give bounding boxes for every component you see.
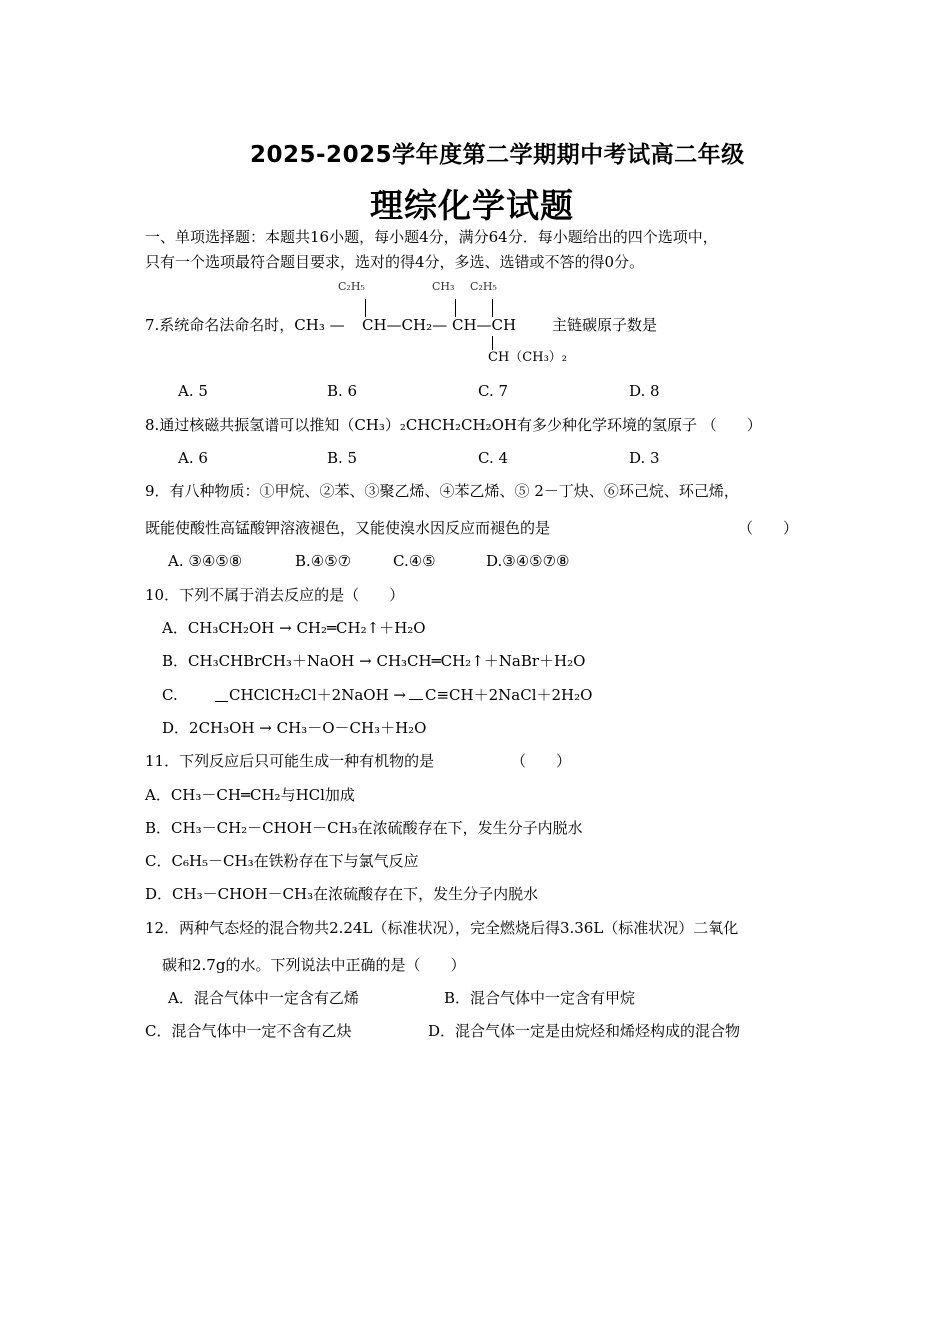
- q7-option-b: B. 6: [327, 382, 358, 400]
- section-instructions-line2: 只有一个选项最符合题目要求，选对的得4分，多选、选错或不答的得0分。: [145, 253, 645, 271]
- q10-option-c-label: C.: [162, 686, 178, 704]
- q9-stem-line1: 9．有八种物质：①甲烷、②苯、③聚乙烯、④苯乙烯、⑤ 2－丁炔、⑥环己烷、环己烯，: [145, 482, 739, 500]
- exam-header-title: 2025-2025学年度第二学期期中考试高二年级: [250, 142, 745, 168]
- q10-option-a: A．CH₃CH₂OH → CH₂═CH₂↑＋H₂O: [162, 619, 426, 637]
- q10-c-bond-left: [215, 701, 228, 702]
- q7-chain-part1: CH—CH₂—: [362, 316, 448, 334]
- q10-stem: 10．下列不属于消去反应的是（ ）: [145, 586, 405, 604]
- q9-option-a: A. ③④⑤⑧: [168, 552, 243, 570]
- q7-substituent-ch3: CH₃: [432, 280, 455, 293]
- q9-answer-bracket: （ ）: [738, 519, 799, 537]
- q7-substituent-c2h5-a: C₂H₅: [338, 280, 365, 293]
- q10-option-d: D．2CH₃OH → CH₃－O－CH₃＋H₂O: [162, 719, 427, 737]
- q11-option-d: D．CH₃－CHOH－CH₃在浓硫酸存在下，发生分子内脱水: [145, 885, 539, 903]
- q10-option-b: B．CH₃CHBrCH₃＋NaOH → CH₃CH═CH₂↑＋NaBr＋H₂O: [162, 652, 586, 670]
- section-instructions-line1: 一、单项选择题：本题共16小题，每小题4分，满分64分．每小题给出的四个选项中，: [145, 228, 718, 246]
- q7-branch: CH（CH₃）₂: [488, 350, 567, 365]
- q12-option-c: C．混合气体中一定不含有乙炔: [145, 1022, 352, 1040]
- q12-option-d: D．混合气体一定是由烷烃和烯烃构成的混合物: [428, 1022, 741, 1040]
- q11-option-c: C．C₆H₅－CH₃在铁粉存在下与氯气反应: [145, 852, 419, 870]
- q11-answer-bracket: （ ）: [511, 752, 572, 770]
- q10-option-c-body: CHClCH₂Cl＋2NaOH →: [229, 686, 407, 704]
- q12-stem-line1: 12．两种气态烃的混合物共2.24L（标准状况），完全燃烧后得3.36L（标准状况）二氧化: [145, 919, 739, 937]
- q8-option-b: B. 5: [327, 449, 358, 467]
- q12-stem-line2: 碳和2.7g的水。下列说法中正确的是（ ）: [162, 956, 466, 974]
- q12-option-b: B．混合气体中一定含有甲烷: [444, 989, 636, 1007]
- q7-substituent-c2h5-b: C₂H₅: [470, 280, 497, 293]
- q7-stem-prefix: 7.系统命名法命名时，CH₃ —: [145, 316, 345, 334]
- q9-option-c: C.④⑤: [393, 552, 436, 570]
- q7-option-a: A. 5: [178, 382, 208, 400]
- exam-subject-title: 理综化学试题: [370, 186, 574, 225]
- q10-option-c-product: C≡CH＋2NaCl＋2H₂O: [425, 686, 593, 704]
- q7-option-d: D. 8: [629, 382, 660, 400]
- q11-stem: 11．下列反应后只可能生成一种有机物的是: [145, 752, 435, 770]
- q8-option-d: D. 3: [629, 449, 660, 467]
- q9-option-d: D.③④⑤⑦⑧: [486, 552, 570, 570]
- q10-c-bond-right: [409, 699, 423, 700]
- q11-option-a: A．CH₃－CH═CH₂与HCl加成: [145, 786, 355, 804]
- q8-option-c: C. 4: [478, 449, 509, 467]
- q9-stem-line2: 既能使酸性高锰酸钾溶液褪色，又能使溴水因反应而褪色的是: [145, 519, 551, 537]
- q9-option-b: B.④⑤⑦: [295, 552, 352, 570]
- q12-option-a: A．混合气体中一定含有乙烯: [168, 989, 359, 1007]
- q7-stem-suffix: 主链碳原子数是: [552, 316, 658, 334]
- q8-option-a: A. 6: [178, 449, 208, 467]
- q11-option-b: B．CH₃－CH₂－CHOH－CH₃在浓硫酸存在下，发生分子内脱水: [145, 819, 583, 837]
- q7-option-c: C. 7: [478, 382, 509, 400]
- q7-chain-part2: CH—CH: [452, 316, 517, 334]
- q8-stem: 8.通过核磁共振氢谱可以推知（CH₃）₂CHCH₂CH₂OH有多少种化学环境的氢原子 （ ）: [145, 416, 762, 434]
